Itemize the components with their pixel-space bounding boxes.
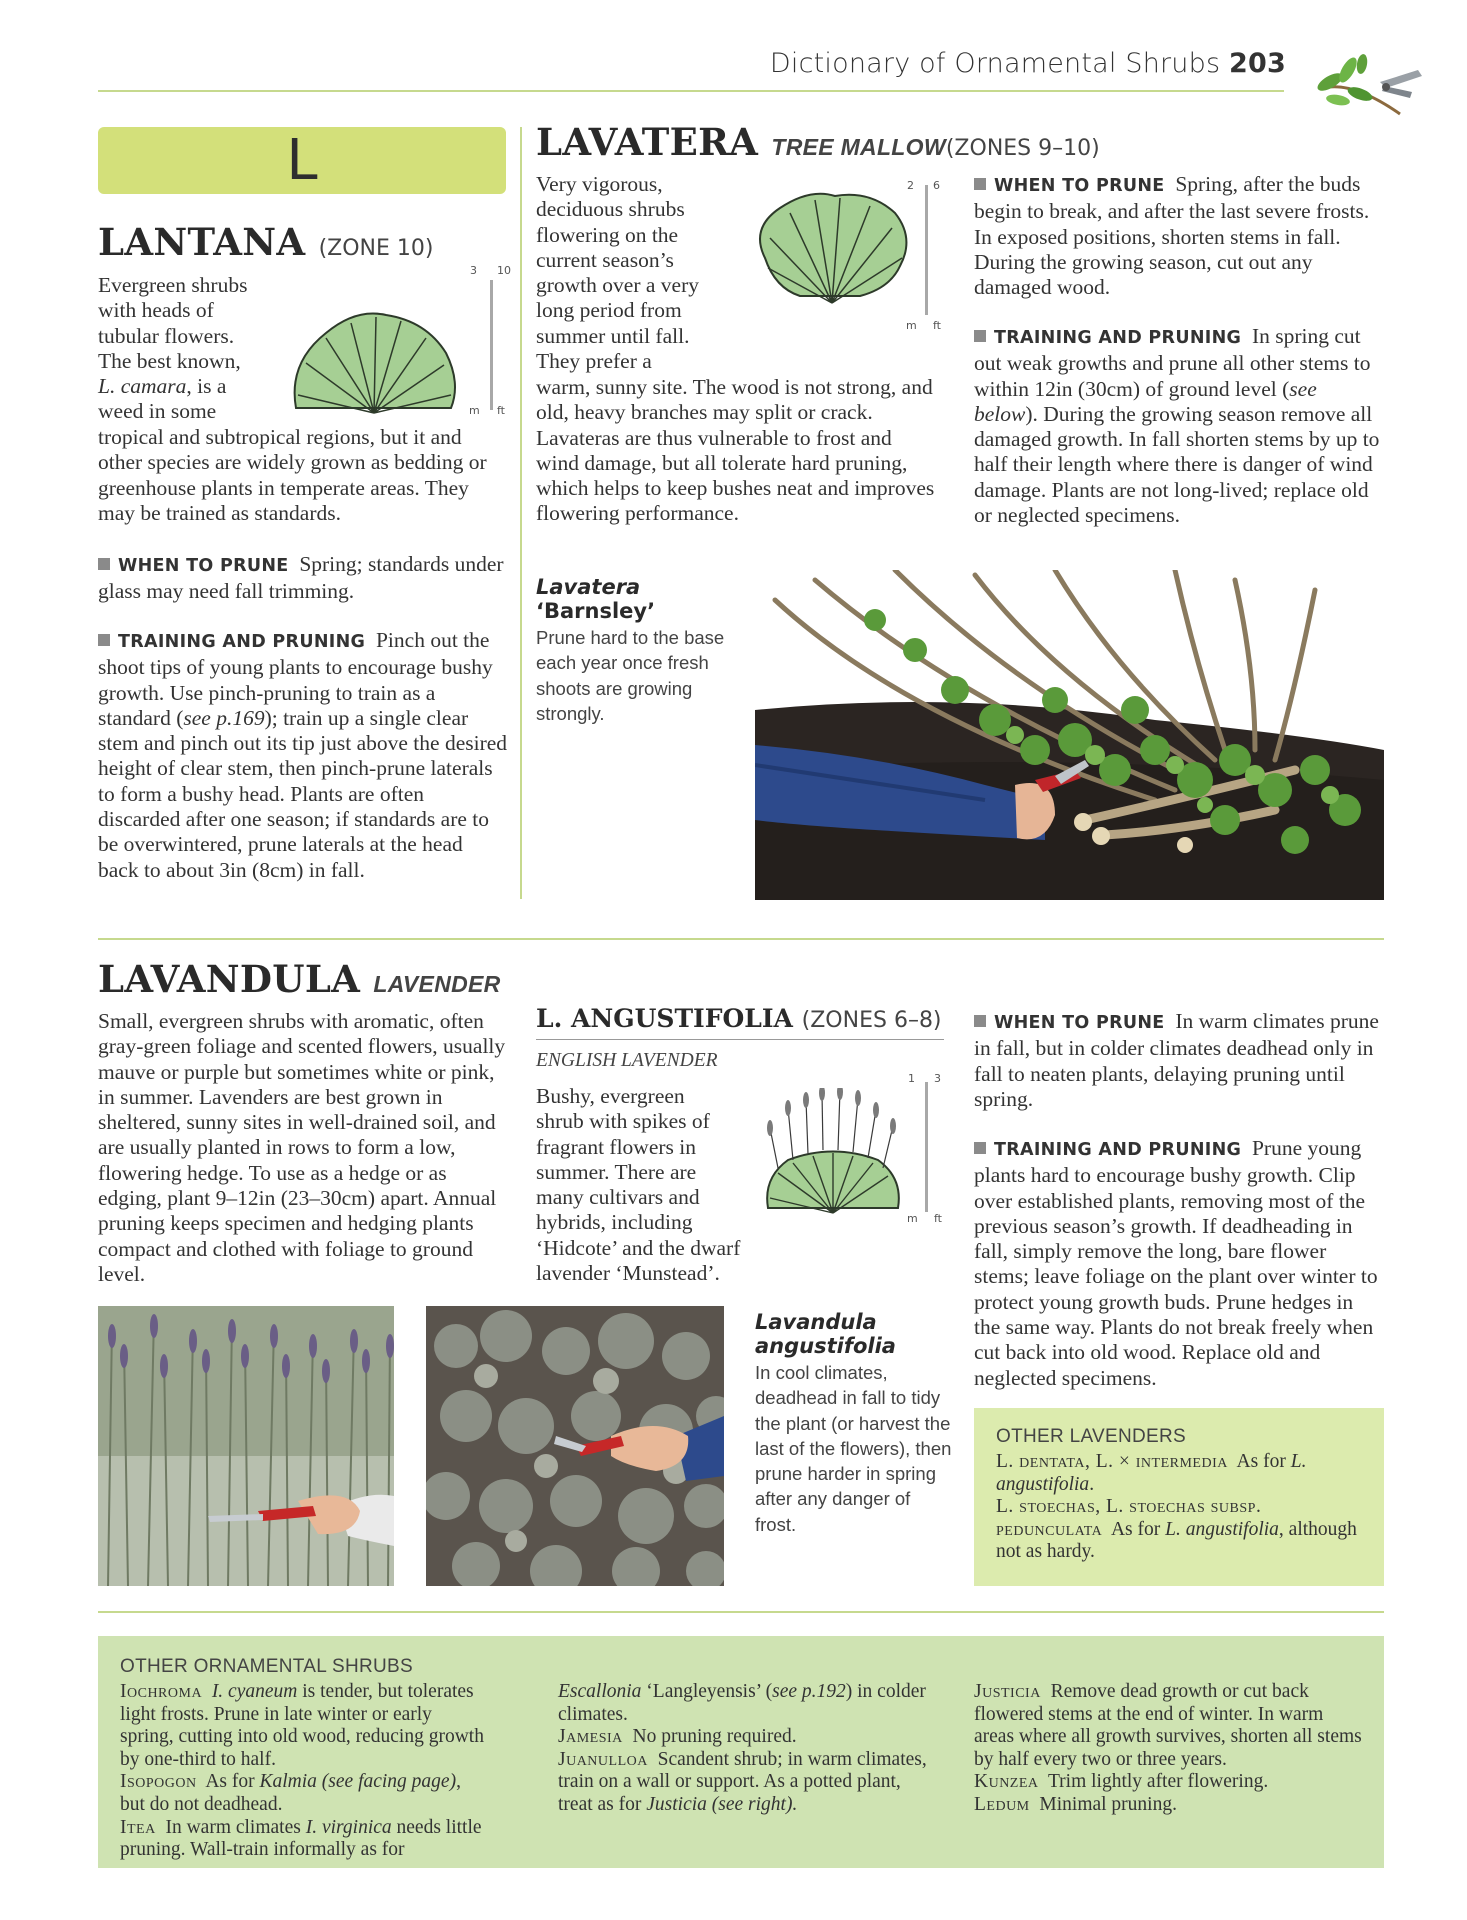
lavandula-when-to-prune [974,1009,1384,1112]
text-line: flowering on the [536,222,679,247]
plant-name: Justicia [974,1681,1041,1702]
cross-reference: see p.169 [183,705,265,730]
other-shrubs-heading: OTHER ORNAMENTAL SHRUBS [120,1656,413,1677]
plant-name: Ledum [974,1793,1030,1815]
item-text: As for [1236,1451,1286,1472]
page-number: 203 [1229,48,1286,79]
item-text: Remove dead growth or cut back flowered stems at the end of winter. In warm areas where all growth survives, shorten all stems by half every two or three years. [974,1681,1362,1770]
text-line: ‘Hidcote’ and the dwarf [536,1235,741,1260]
lavatera-scale-ft-label: ft [933,319,941,332]
caption-species: angustifolia [755,1334,896,1358]
lavandula-title [98,957,501,1001]
header-title: Dictionary of Ornamental Shrubs [769,48,1221,79]
item-text: . [1089,1473,1095,1495]
other-lavenders-heading: OTHER LAVENDERS [996,1426,1186,1447]
pruning-shears-sprig-icon [1300,34,1430,124]
caption-text: In cool climates, deadhead in fall to tidy the plant (or harvest the last of the flowers), then prune harder in spring after any danger of frost. [755,1362,952,1535]
italic-text: L. camara [98,374,187,399]
angustifolia-zone: (ZONES 6–8) [801,1008,942,1033]
lavatera-pruning-photo [755,570,1384,900]
other-lavenders-box [974,1408,1384,1586]
when-label: WHEN TO PRUNE [994,1013,1165,1033]
lavandula-intro: Small, evergreen shrubs with aromatic, often gray-green foliage and scented flowers, usually mauve or purple but sometimes white or pink, in summer. Lavenders are best grown in sheltered, sunny sites in well-drained soil, and are usually planted in rows to form a low, flowering hedge. To use as a hedge or as edging, plant 9–12in (23–30cm) apart. Annual pruning keeps specimen and hedging plants compact and clothed with foliage to ground level. [98,1009,506,1286]
italic-text: Kalmia [259,1771,317,1793]
text-line: Evergreen shrubs [98,273,248,297]
lavender-scale-ft-label: ft [934,1212,942,1225]
cross-reference: see below [974,376,1317,426]
when-text: Spring, after the buds begin to break, and after the last severe frosts. In exposed positions, shorten stems in fall. During the growing season, cut out any damaged wood. [974,172,1370,300]
plant-name: Kunzea [974,1771,1039,1793]
item-text: Minimal pruning. [1039,1793,1177,1815]
lavandula-photo-caption [755,1310,955,1537]
bullet-square [974,1142,986,1154]
text-line: deciduous shrubs [536,197,685,222]
angustifolia-name: L. ANGUSTIFOLIA [536,1004,793,1033]
text-line: lavender ‘Munstead’. [536,1261,720,1286]
when-text: Spring; standards under glass may need fall trimming. [98,552,504,604]
text-line: summer. There are [536,1159,697,1184]
caption-cultivar: ‘Barnsley’ [536,599,656,623]
lavender-pruning-photo [426,1306,724,1586]
lavatera-shrub-illustration [740,188,920,308]
other-lavenders-item [996,1451,1362,1496]
training-text: ); train up a single clear stem and pinch out its tip just above the desired height of clear stem, then pinch-prune laterals to form a bushy head. Plants are often discarded after one season; if standards are to be overwintered, prune laterals at the head back to about 3in (8cm) in fall. [98,705,508,882]
cross-reference: see p.192 [772,1681,846,1702]
item-text: is tender, but tolerates light frosts. Prune in late winter or early spring, cutting into old wood, reducing growth by one-third to half. [120,1681,484,1770]
item-text: , although not as hardy. [996,1518,1357,1563]
training-text: In spring cut out weak growths and prune all other stems to within 12in (30cm) of ground level ( [974,324,1371,401]
lavender-scale-m: 1 [908,1072,915,1085]
lavender-shrub-illustration [758,1088,908,1218]
lavatera-intro-rest: warm, sunny site. The wood is not strong, and old, heavy branches may split or crack. Lavateras are thus vulnerable to frost and wind damage, but all tolerate hard pruning, which helps to keep bushes neat and improves flowering performance. [536,375,935,526]
text-line: shrub with spikes of [536,1109,710,1134]
lavatera-scale-bar [925,185,928,315]
caption-text: Prune hard to the base each year once fresh shoots are growing strongly. [536,627,725,724]
section-letter-box: L [98,127,506,194]
plant-name: Isopogon [120,1771,197,1793]
lavender-scale-m-label: m [907,1212,918,1225]
other-shrubs-column-1 [120,1681,928,1863]
lantana-scale-m: 3 [470,264,477,277]
lantana-intro-short [98,273,288,425]
lantana-scale-ft-label: ft [497,404,505,417]
text-line [98,374,288,399]
section-rule [98,1611,1384,1613]
when-label: WHEN TO PRUNE [118,556,289,576]
running-header [756,48,1286,79]
bullet-square [98,558,110,570]
text-line: Bushy, evergreen [536,1084,685,1108]
item-text: In warm climates [165,1816,301,1838]
text-line: hybrids, including [536,1210,693,1235]
lavatera-name: LAVATERA [536,120,759,164]
training-label: TRAINING AND PRUNING [994,1140,1242,1160]
text-line: They prefer a [536,349,652,374]
lavatera-scale-m-label: m [906,319,917,332]
lantana-when-to-prune [98,552,508,605]
training-label: TRAINING AND PRUNING [118,632,366,652]
caption-title: Lavandula [755,1310,877,1334]
text-line: tubular flowers. [98,323,235,348]
italic-text: L. angustifolia [996,1451,1307,1495]
training-text: ). During the growing season remove all damaged growth. In fall shorten stems by up to half their length where there is danger of wind damage. Plants are not long-lived; replace old or neglected specimens. [974,401,1380,528]
lavatera-photo-caption [536,575,736,726]
plant-name: L. dentata, L. × intermedia [996,1451,1228,1472]
text-line: weed in some [98,399,217,424]
text-line: with heads of [98,298,214,323]
lavatera-zone: (ZONES 9–10) [945,136,1100,161]
lavatera-when-to-prune [974,172,1384,300]
italic-text: I. virginica [305,1816,392,1838]
lavatera-common-name: TREE MALLOW [771,134,946,160]
text-line: long period from [536,298,682,323]
italic-text: Justicia [646,1793,707,1815]
item-text: needs little pruning. Wall-train informally as for [120,1816,482,1861]
item-text: As for [1110,1518,1161,1540]
angustifolia-title-rule [536,1039,944,1040]
when-text: In warm climates prune in fall, but in colder climates deadhead only in fall to neaten plants, delaying pruning until spring. [974,1009,1379,1111]
other-shrubs-column-3 [974,1681,1364,1817]
italic-text: Escallonia [558,1681,642,1702]
text-line: summer until fall. [536,323,690,348]
training-label: TRAINING AND PRUNING [994,328,1242,348]
item-text: No pruning required. [632,1726,797,1748]
caption-title: Lavatera [536,575,641,599]
lavender-scale-bar [925,1082,928,1212]
lantana-training [98,628,508,883]
lantana-shrub-illustration [286,303,461,418]
plant-name: Iochroma [120,1681,203,1702]
plant-name: Jamesia [558,1726,623,1748]
lavatera-intro-short [536,172,736,374]
item-text: , but do not deadhead. [120,1771,461,1815]
text-span: , is a [186,374,227,399]
text-line: current season’s [536,247,674,272]
training-text: Prune young plants hard to encourage bushy growth. Clip over established plants, removing most of the previous season’s growth. If deadheading in fall, simply remove the long, bare flower stems; leave foliage on the plant over winter to protect young growth buds. Prune hedges in the same way. Plants do not break freely when cut back into old wood. Replace old and neglected specimens. [974,1136,1378,1390]
lavender-scale-ft: 3 [934,1072,941,1085]
lavatera-training [974,324,1384,528]
text-line: The best known, [98,348,241,373]
lavatera-title [536,120,1100,164]
text-line: many cultivars and [536,1185,700,1210]
plant-name: L. stoechas, L. stoechas subsp. pedunculata [996,1496,1262,1540]
plant-name: Itea [120,1816,156,1838]
section-rule [98,938,1384,940]
item-text: Trim lightly after flowering. [1047,1771,1269,1793]
bullet-square [974,1015,986,1027]
bullet-square [974,178,986,190]
angustifolia-intro-short [536,1084,746,1286]
lantana-name: LANTANA [98,220,306,264]
angustifolia-common-name: ENGLISH LAVENDER [536,1050,718,1071]
header-rule [98,90,1284,92]
bullet-square [98,634,110,646]
angustifolia-title [536,1004,942,1033]
text-line: growth over a very [536,273,699,298]
lantana-title [98,220,433,264]
bullet-square [974,330,986,342]
plant-name: Juanulloa [558,1748,648,1770]
text-line: Very vigorous, [536,172,663,196]
text-line: fragrant flowers in [536,1134,696,1159]
item-text: Scandent shrub; in warm climates, train on a wall or support. As a potted plant, treat as for [558,1748,927,1815]
lantana-scale-ft: 10 [497,264,511,277]
lantana-scale-m-label: m [469,404,480,417]
item-text: As for [205,1771,255,1793]
when-label: WHEN TO PRUNE [994,176,1165,196]
column-divider [520,127,522,899]
training-text: Pinch out the shoot tips of young plants to encourage bushy growth. Use pinch-pruning to train as a standard ( [98,628,493,730]
lavandula-training [974,1136,1384,1391]
cross-reference: (see facing page) [321,1771,457,1793]
lavatera-scale-ft: 6 [933,179,940,192]
other-lavenders-item [996,1496,1362,1564]
lavandula-name: LAVANDULA [98,957,361,1001]
lavender-deadheading-photo [98,1306,394,1586]
item-text: ) in colder climates. [558,1681,926,1725]
italic-text: I. cyaneum [211,1681,298,1702]
lavandula-common-name: LAVENDER [373,971,501,997]
lantana-zone: (ZONE 10) [318,236,434,261]
lantana-intro-rest: tropical and subtropical regions, but it and other species are widely grown as bedding or greenhouse plants in temperate areas. They may be trained as standards. [98,425,487,525]
lavatera-scale-m: 2 [907,179,914,192]
cross-reference: (see right). [711,1793,798,1815]
italic-text: L. angustifolia [1165,1518,1279,1540]
lantana-scale-bar [490,280,493,410]
item-text: ‘Langleyensis’ ( [646,1681,773,1702]
